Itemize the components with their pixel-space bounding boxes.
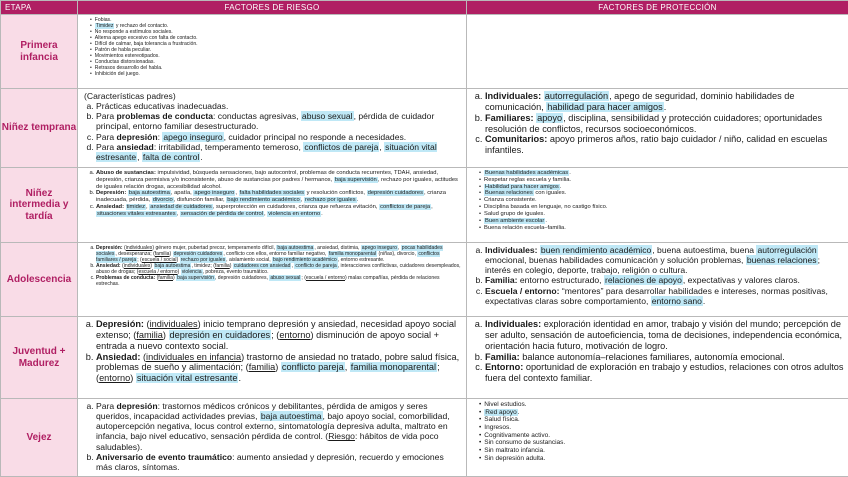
list-item: • Ingresos. [479,424,844,432]
list-item: • Buenas relaciones con iguales. [479,190,844,197]
risk-list [84,17,462,77]
list-item: b. Depresión: baja autoestima, apatía, apego inseguro, falta habilidades sociales y resolución conflictos, depresión cuidadores, crianza inadecuada, pérdida, divorcio, disfunción familiar, bajo rendimiento académico, rechazo por iguales. [96,190,462,204]
list-item: a. Individuales: autorregulación, apego de seguridad, dominio habilidades de comunicación, habilidad para hacer amigos. [485,91,844,113]
risk-intro: (Características padres) [84,91,176,101]
list-item: • Salud grupo de iguales. [479,211,844,218]
risk-list [84,245,462,287]
list-item: • Sin maltrato infancia. [479,447,844,455]
list-item: • Buen ambiente escolar. [479,218,844,225]
row-primera-infancia [1,15,848,89]
stage-label: Niñez intermedia y tardía [1,168,78,243]
list-item: • Habilidad para hacer amigos. [479,184,844,191]
protection-cell-empty [467,15,848,89]
list-item: • Salud física. [479,416,844,424]
row-ninez-temprana [1,89,848,168]
row-vejez [1,399,848,477]
list-item: • Fobias. [90,17,462,23]
list-item: • Alterna apego excesivo con falta de contacto. [90,35,462,41]
row-juventud-madurez [1,317,848,399]
stage-label: Primera infancia [1,15,78,89]
list-item: • Sin consumo de sustancias. [479,439,844,447]
risk-cell [78,168,467,243]
protection-list [473,319,844,384]
protection-list [473,245,844,306]
list-item: • Sin depresión adulta. [479,455,844,463]
list-item: c. Problemas de conducta: (familia) baja supervisión, depresión cuidadores, abuso sexual; (escuela / entorno) malas compañías, pérdida de relaciones estrechas. [96,275,462,287]
risk-cell [78,399,467,477]
header-risk: FACTORES DE RIESGO [78,1,467,15]
list-item: • Nivel estudios. [479,401,844,409]
list-item: • Buena relación escuela–familia. [479,225,844,232]
row-adolescencia [1,243,848,317]
risk-list [84,319,462,384]
protection-cell [467,89,848,168]
list-item: • Disciplina basada en lenguaje, no castigo físico. [479,204,844,211]
list-item: a. Para depresión: trastornos médicos crónicos y debilitantes, pérdida de amigos y seres queridos, incapacidad actividades previas, baja autoestima, bajo apoyo social, comorbilidad, autopercepción negativa, locus control externo, sintomatología depresiva adulta, maltrato en infancia, bajo nivel educativo, sensación pérdida de control. (Riesgo: hábitos de vida poco saludables). [96,401,462,452]
stage-label: Juventud + Madurez [1,317,78,399]
list-item: • Inhibición del juego. [90,71,462,77]
list-item: • Difícil de calmar, baja tolerancia a frustración. [90,41,462,47]
protection-list [473,170,844,231]
protection-cell [467,317,848,399]
list-item: b. Familiares: apoyo, disciplina, sensibilidad y protección cuidadores; oportunidades resolución de conflictos, recursos socioeconómicos. [485,113,844,135]
list-item: a. Depresión: (individuales) género mujer, pubertad precoz, temperamento difícil, baja autoestima, ansiedad, distimia, apego inseguro, pocas habilidades sociales, desesperanza; (familia) depresión cuidadores, conflicto con ellos, entorno familiar negativo, familia monoparental (niñas), divorcio, conflictos familiares / pareja; (escuela / social) rechazo por iguales, aislamiento social, bajo rendimiento académico, entorno estresante. [96,245,462,263]
list-item: • Respetar reglas escuela y familia. [479,177,844,184]
stage-label: Vejez [1,399,78,477]
list-item: c. Comunitarios: apoyo primeros años, ratio bajo cuidador / niño, calidad en escuelas infantiles. [485,134,844,156]
list-item: • Retrasos desarrollo del habla. [90,65,462,71]
list-item: • Cognitivamente activo. [479,432,844,440]
list-item: a. Depresión: (individuales) inicio temprano depresión y ansiedad, necesidad apoyo social extenso; (familia) depresión en cuidadores; (entorno) disminución de apoyo social + entrada a nuevo contexto social. [96,319,462,352]
risk-cell [78,243,467,317]
list-item: a. Abuso de sustancias: impulsividad, búsqueda sensaciones, bajo autocontrol, problemas de conducta recurrentes, TDAH, ansiedad, depresión, crianza permisiva y/o inconsistente, abuso de sustancias por padres / hermanos, baja supervisión, rechazo por iguales, actitudes de iguales relación drogas, accesibilidad alcohol. [96,170,462,190]
list-item: b. Familia: balance autonomía–relaciones familiares, autonomía emocional. [485,352,844,363]
header-etapa: ETAPA [1,1,78,15]
header-row [1,1,848,15]
list-item: a. Individuales: exploración identidad en amor, trabajo y visión del mundo; percepción de ser adulto, sensación de autoeficiencia, toma de decisiones, independencia económica, orientación hacia futuro, motivación de logro. [485,319,844,352]
risk-list [84,170,462,218]
row-ninez-intermedia [1,168,848,243]
header-protection: FACTORES DE PROTECCIÓN [467,1,848,15]
list-item: • No responde a estímulos sociales. [90,29,462,35]
list-item: b. Para problemas de conducta: conductas agresivas, abuso sexual, pérdida de cuidador principal, entorno familiar desestructurado. [96,111,462,131]
risk-list [84,401,462,472]
list-item: • Timidez y rechazo del contacto. [90,23,462,29]
list-item: • Patrón de habla peculiar. [90,47,462,53]
list-item: • Conductas distorsionadas. [90,59,462,65]
list-item: b. Ansiedad: (individuales en infancia) trastorno de ansiedad no tratado, pobre salud física, problemas de sueño y alimentación; (familia) conflicto pareja, familia monoparental; (entorno) situación vital estresante. [96,352,462,385]
list-item: • Crianza consistente. [479,197,844,204]
list-item: c. Entorno: oportunidad de exploración en trabajo y estudios, relaciones con otros adultos fuera del contexto familiar. [485,362,844,384]
risk-cell [78,89,467,168]
list-item: c. Para depresión: apego inseguro, cuidador principal no responde a necesidades. [96,132,462,142]
list-item: • Red apoyo. [479,409,844,417]
list-item: c. Escuela / entorno: “mentores” para desarrollar habilidades e intereses, normas positivas, expectativas claras sobre comportamiento, entorno sano. [485,286,844,306]
list-item: b. Familia: entorno estructurado, relaciones de apoyo, expectativas y valores claros. [485,275,844,285]
risk-cell [78,317,467,399]
risk-cell [78,15,467,89]
protection-cell [467,243,848,317]
stage-label: Niñez temprana [1,89,78,168]
protection-list [473,91,844,156]
list-item: • Buenas habilidades académicas. [479,170,844,177]
list-item: • Movimientos estereotipados. [90,53,462,59]
protection-list [473,401,844,462]
list-item: d. Para ansiedad: irritabilidad, temperamento temeroso, conflictos de pareja, situación vital estresante, falta de control. [96,142,462,162]
list-item: a. Individuales: buen rendimiento académico, buena autoestima, buena autorregulación emocional, buenas habilidades comunicación y solución problemas, buenas relaciones; interés en colegio, deporte, trabajo, religión o cultura. [485,245,844,275]
list-item: c. Ansiedad: timidez, ansiedad de cuidadores, superprotección en cuidadores, crianza que refuerza evitación, conflictos de pareja, situaciones vitales estresantes, sensación de pérdida de control, violencia en entorno. [96,204,462,218]
list-item: a. Prácticas educativas inadecuadas. [96,101,462,111]
list-item: b. Ansiedad: (individuales) baja autoestima, timidez; (familia) cuidadores con ansiedad, conflicto de pareja, interacciones conflictivas, cuidadores desempleados, abuso de drogas; (escuela / entorno) violencia, pobreza, evento traumático. [96,263,462,275]
list-item: b. Aniversario de evento traumático: aumento ansiedad y depresión, recuerdo y emociones más claros, síntomas. [96,452,462,472]
stage-label: Adolescencia [1,243,78,317]
protection-cell [467,168,848,243]
protection-cell [467,399,848,477]
risk-list [84,101,462,162]
